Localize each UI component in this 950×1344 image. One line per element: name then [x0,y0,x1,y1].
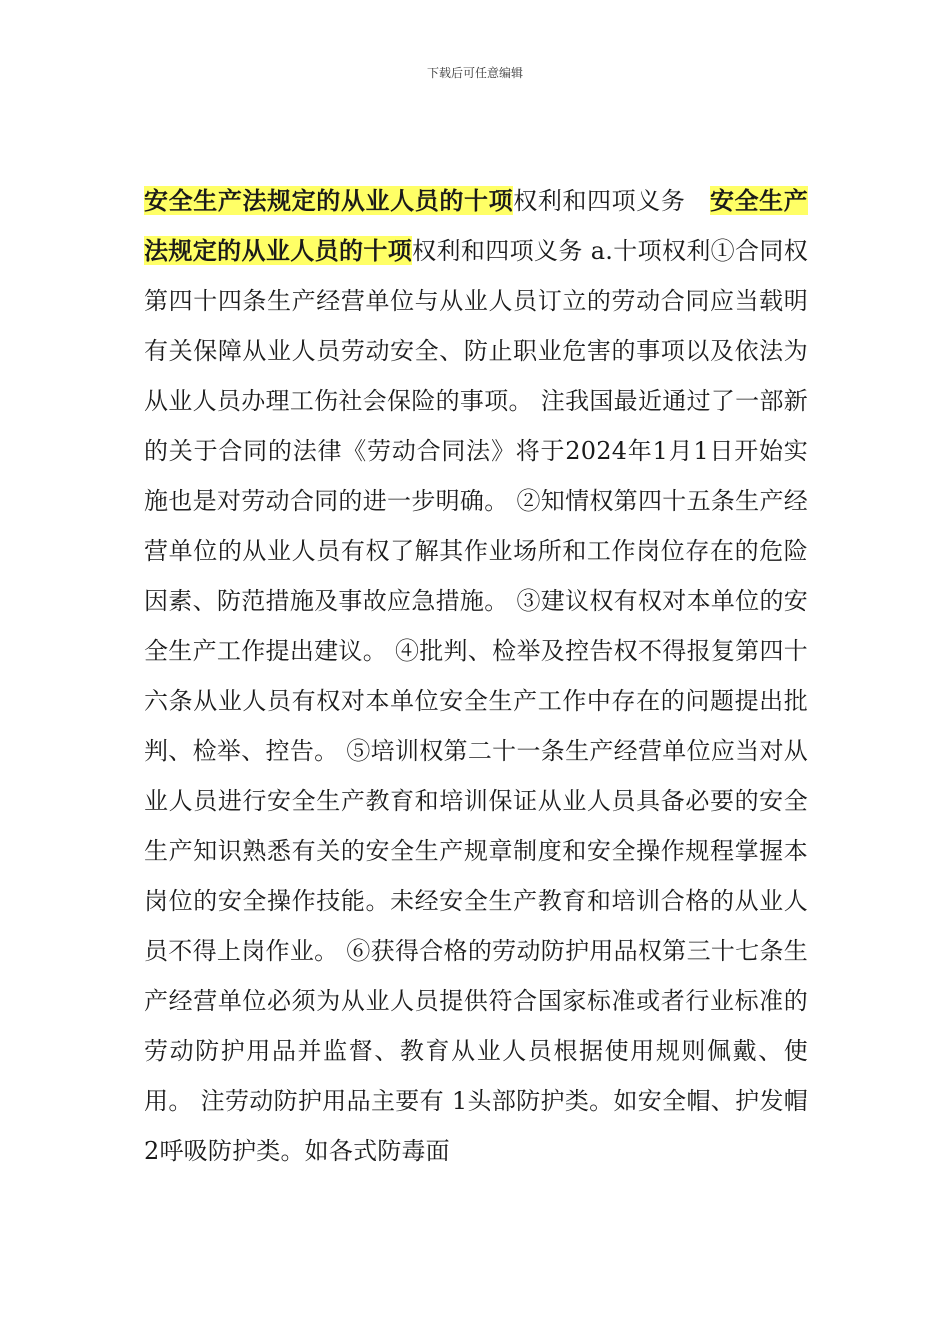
document-body [144,176,808,1176]
body-text: 权利和四项义务 [513,187,686,215]
body-text: 权利和四项义务 a.十项权利①合同权第四十四条生产经营单位与从业人员订立的劳动合同应当载明有关保障从业人员劳动安全、防止职业危害的事项以及依法为从业人员办理工伤社会保险的事项。 注我国最近通过了一部新的关于合同的法律《劳动合同法》将于2024年1月1日开始实施也是对劳动合同的进一步明确。 ②知情权第四十五条生产经营单位的从业人员有权了解其作业场所和工作岗位存在的危险因素、防范措施及事故应急措施。 ③建议权有权对本单位的安全生产工作提出建议。 ④批判、检举及控告权不得报复第四十六条从业人员有权对本单位安全生产工作中存在的问题提出批判、检举、控告。 ⑤培训权第二十一条生产经营单位应当对从业人员进行安全生产教育和培训保证从业人员具备必要的安全生产知识熟悉有关的安全生产规章制度和安全操作规程掌握本岗位的安全操作技能。未经安全生产教育和培训合格的从业人员不得上岗作业。 ⑥获得合格的劳动防护用品权第三十七条生产经营单位必须为从业人员提供符合国家标准或者行业标准的劳动防护用品并监督、教育从业人员根据使用规则佩戴、使用。 注劳动防护用品主要有 1头部防护类。如安全帽、护发帽 2呼吸防护类。如各式防毒面 [144,237,808,1165]
page-header-note: 下载后可任意编辑 [426,66,523,80]
highlighted-title-phrase: 安全生产法规定的从业人员的十项 [144,186,514,215]
highlighted-title-phrase: 安全生产法规定的从业人员的十项 [144,186,808,265]
